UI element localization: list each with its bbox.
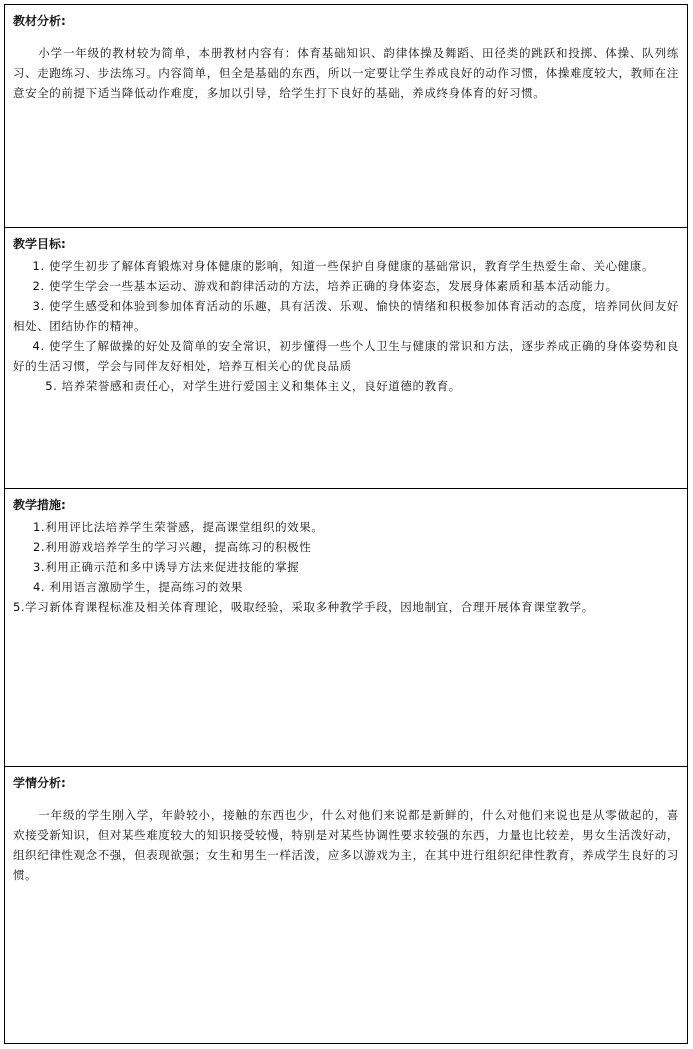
materials-analysis-section [5, 5, 687, 227]
teaching-measure-item: 4. 利用语言激励学生，提高练习的效果 [33, 580, 244, 594]
teaching-measures-heading: 教学措施: [13, 498, 66, 512]
student-analysis-section [5, 766, 687, 1043]
lesson-plan-table [4, 4, 688, 1044]
teaching-goals-section [5, 227, 687, 488]
student-analysis-body: 一年级的学生刚入学，年龄较小，接触的东西也少，什么对他们来说都是新鲜的，什么对他们来说也是从零做起的，喜欢接受新知识，但对某些难度较大的知识接受较慢，特别是对某些协调性要求较强的东西，力量也比较差，男女生活泼好动，组织纪律性观念不强，但表现欲强；女生和男生一样活泼，应多以游戏为主，在其中进行组织纪律性教育，养成学生良好的习惯。 [13, 808, 679, 882]
materials-analysis-body: 小学一年级的教材较为简单，本册教材内容有：体育基础知识、韵律体操及舞蹈、田径类的跳跃和投掷、体操、队列练习、走跑练习、步法练习。内容简单，但全是基础的东西，所以一定要让学生养成良好的动作习惯，体操难度较大，教师在注意安全的前提下适当降低动作难度，多加以引导，给学生打下良好的基础，养成终身体育的好习惯。 [13, 46, 679, 100]
student-analysis-heading: 学情分析: [13, 776, 66, 790]
teaching-measure-item: 5.学习新体育课程标准及相关体育理论，吸取经验，采取多种教学手段，因地制宜，合理开展体育课堂教学。 [13, 600, 594, 614]
materials-analysis-heading: 教材分析: [13, 14, 66, 28]
teaching-goal-item: 5. 培养荣誉感和责任心，对学生进行爱国主义和集体主义，良好道德的教育。 [45, 379, 461, 393]
teaching-measure-item: 3.利用正确示范和多中诱导方法来促进技能的掌握 [33, 560, 300, 574]
teaching-measure-item: 2.利用游戏培养学生的学习兴趣，提高练习的积极性 [33, 540, 312, 554]
teaching-goal-item: 3. 使学生感受和体验到参加体育活动的乐趣，具有活泼、乐观、愉快的情绪和积极参加体育活动的态度，培养同伙间友好相处、团结协作的精神。 [13, 299, 679, 333]
teaching-goal-item: 2. 使学生学会一些基本运动、游戏和韵律活动的方法，培养正确的身体姿态，发展身体素质和基本活动能力。 [32, 279, 618, 293]
teaching-measures-section [5, 488, 687, 766]
teaching-goals-heading: 教学目标: [13, 237, 66, 251]
teaching-goal-item: 1. 使学生初步了解体育锻炼对身体健康的影响，知道一些保护自身健康的基础常识，教育学生热爱生命、关心健康。 [32, 259, 654, 273]
teaching-goal-item: 4. 使学生了解做操的好处及简单的安全常识，初步懂得一些个人卫生与健康的常识和方法，逐步养成正确的身体姿势和良好的生活习惯，学会与同伴友好相处，培养互相关心的优良品质 [13, 339, 679, 373]
teaching-measure-item: 1.利用评比法培养学生荣誉感，提高课堂组织的效果。 [33, 520, 324, 534]
